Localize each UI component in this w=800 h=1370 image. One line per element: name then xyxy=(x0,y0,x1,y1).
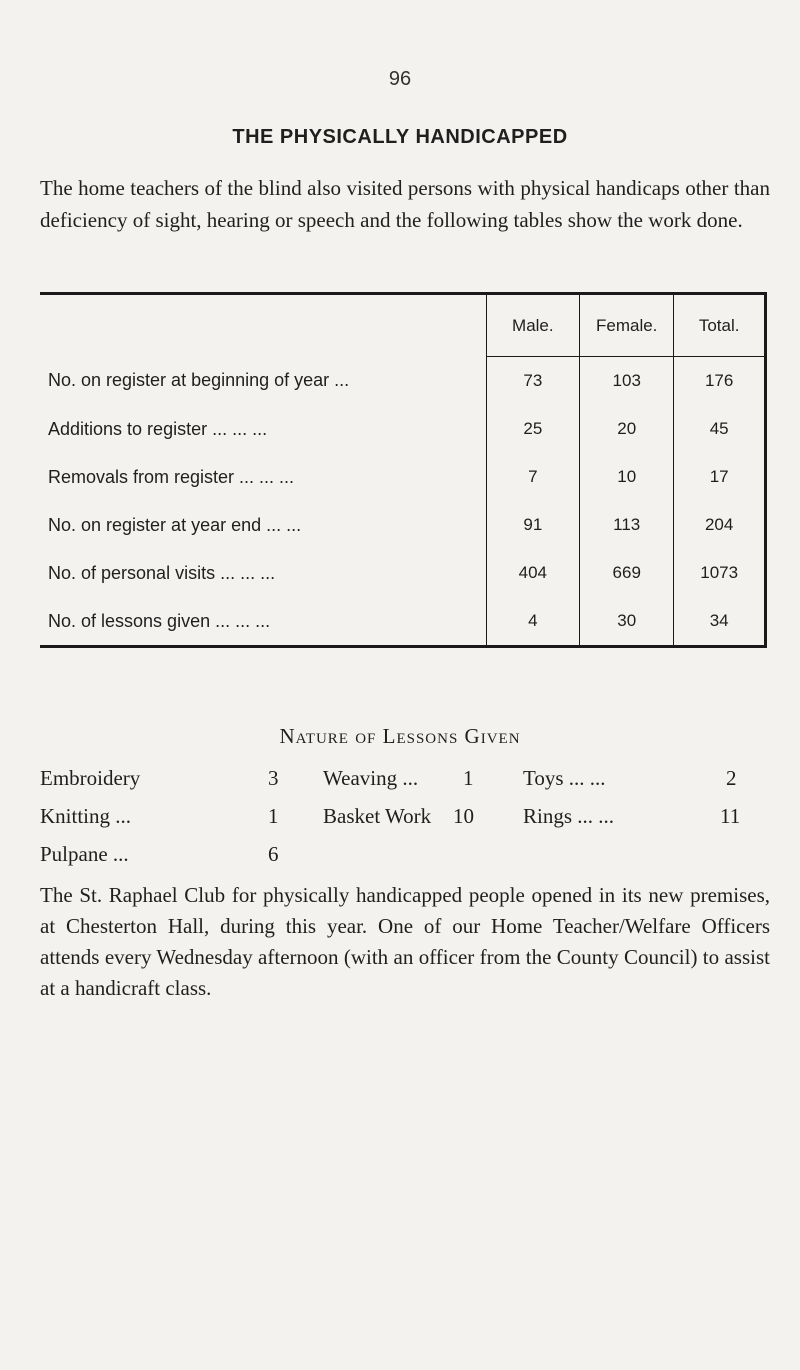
lesson-name: Pulpane ... xyxy=(40,842,129,866)
table-header-row xyxy=(40,294,766,357)
table-row xyxy=(40,405,766,453)
lesson-name: Knitting ... xyxy=(40,804,132,828)
lesson-count: 1 xyxy=(268,804,279,828)
row-label: No. of lessons given ... ... ... xyxy=(48,610,271,631)
page-number: 96 xyxy=(388,68,412,90)
lesson-name: Rings ... ... xyxy=(523,804,615,828)
cell-total: 34 xyxy=(674,597,766,647)
cell-female: 113 xyxy=(580,501,674,549)
table-row xyxy=(40,501,766,549)
cell-male: 91 xyxy=(486,501,580,549)
cell-male: 7 xyxy=(486,453,580,501)
table-row xyxy=(40,597,766,647)
cell-female: 103 xyxy=(580,357,674,406)
cell-female: 669 xyxy=(580,549,674,597)
lesson-name: Embroidery xyxy=(40,766,141,790)
cell-total: 204 xyxy=(674,501,766,549)
section-heading: THE PHYSICALLY HANDICAPPED xyxy=(232,126,568,148)
cell-male: 25 xyxy=(486,405,580,453)
lessons-heading: Nature of Lessons Given xyxy=(279,724,521,748)
cell-female: 30 xyxy=(580,597,674,647)
row-label: No. on register at year end ... ... xyxy=(48,514,302,535)
lesson-count: 3 xyxy=(268,766,279,790)
cell-total: 45 xyxy=(674,405,766,453)
header-total: Total. xyxy=(674,294,766,357)
row-label: No. on register at beginning of year ... xyxy=(48,370,350,391)
cell-male: 73 xyxy=(486,357,580,406)
lesson-count: 6 xyxy=(268,842,279,866)
row-label: Removals from register ... ... ... xyxy=(48,466,295,487)
cell-total: 17 xyxy=(674,453,766,501)
row-label: Additions to register ... ... ... xyxy=(48,418,268,439)
header-blank xyxy=(40,294,486,357)
lesson-name: Basket Work xyxy=(323,804,432,828)
lesson-count: 2 xyxy=(726,766,737,790)
cell-male: 4 xyxy=(486,597,580,647)
cell-male: 404 xyxy=(486,549,580,597)
row-label: No. of personal visits ... ... ... xyxy=(48,562,276,583)
lesson-name: Weaving ... xyxy=(323,766,419,790)
cell-total: 1073 xyxy=(674,549,766,597)
lesson-count: 11 xyxy=(720,804,741,828)
cell-female: 20 xyxy=(580,405,674,453)
table-row xyxy=(40,549,766,597)
cell-female: 10 xyxy=(580,453,674,501)
lesson-name: Toys ... ... xyxy=(523,766,606,790)
lesson-count: 10 xyxy=(453,804,474,828)
intro-paragraph: The home teachers of the blind also visited persons with physical handicaps other than deficiency of sight, hearing or speech and the following tables show the work done. xyxy=(40,176,770,232)
header-female: Female. xyxy=(580,294,674,357)
lesson-count: 1 xyxy=(463,766,474,790)
table-row xyxy=(40,357,766,406)
table-row xyxy=(40,453,766,501)
statistics-table xyxy=(40,292,767,648)
cell-total: 176 xyxy=(674,357,766,406)
header-male: Male. xyxy=(486,294,580,357)
closing-paragraph: The St. Raphael Club for physically handicapped people opened in its new premises, at Chesterton Hall, during this year. One of our Home Teacher/Welfare Officers attends every Wednesday afternoon (with an officer from the County Council) to assist at a handicraft class. xyxy=(40,883,770,1000)
